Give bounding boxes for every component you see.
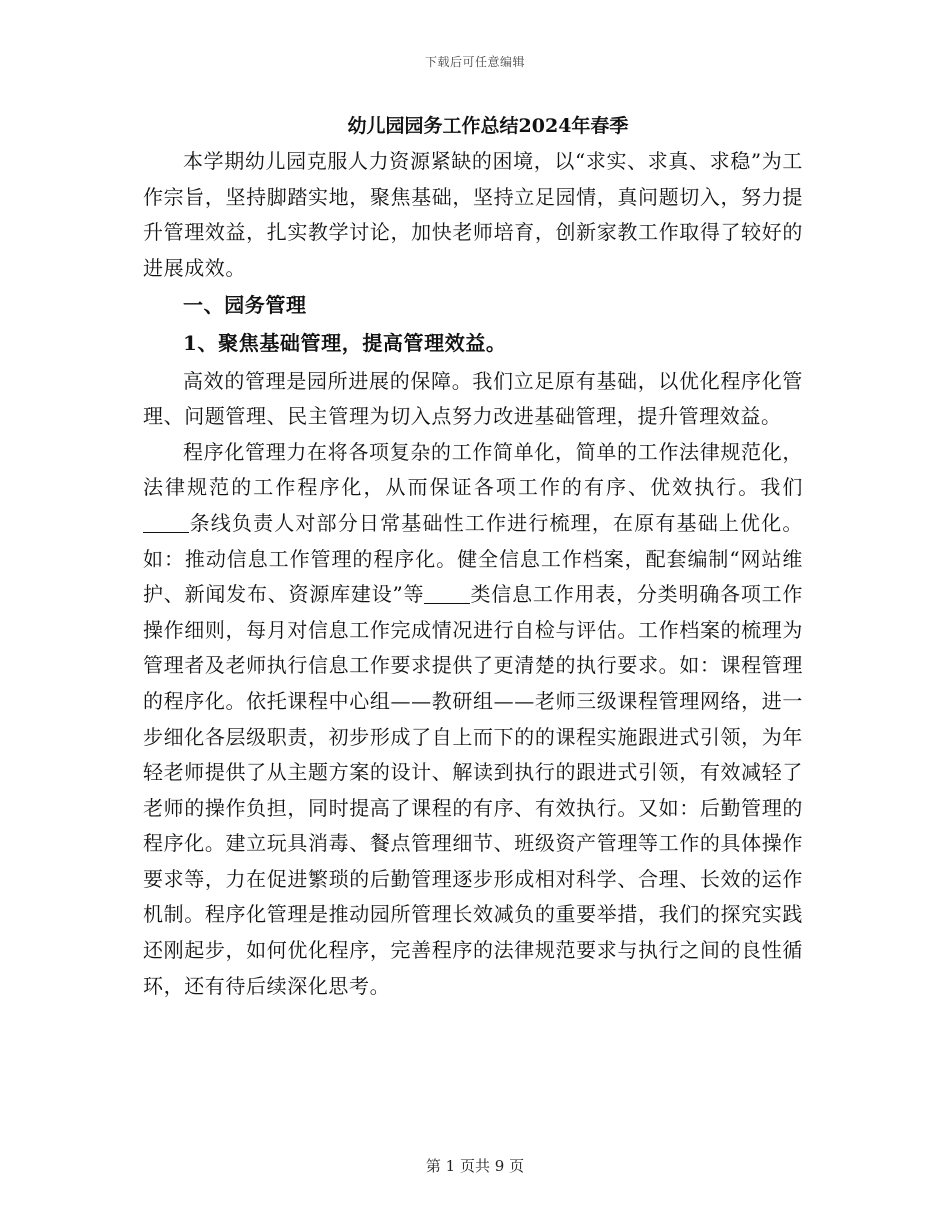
paragraph-text-part: 条线负责人对部分日常基础性工作进行梳理，在原有基础上优化。如：推动信息工作管理的程序化。健全信息工作档案，配套编制“网站维护、新闻发布、资源库建设”等 [143,510,803,607]
intro-paragraph: 本学期幼儿园克服人力资源紧缺的困境，以“求实、求真、求稳”为工作宗旨，坚持脚踏实地，聚焦基础，坚持立足园情，真问题切入，努力提升管理效益，扎实教学讨论，加快老师培育，创新家教工作取得了较好的进展成效。 [143,149,803,280]
fill-in-blank [143,512,189,533]
page-header: 下载后可任意编辑 [424,55,525,69]
subsection-heading: 1、聚焦基础管理，提高管理效益。 [183,330,507,355]
paragraph-text-part: 程序化管理力在将各项复杂的工作简单化，简单的工作法律规范化，法律规范的工作程序化，从而保证各项工作的有序、优效执行。我们 [143,439,803,500]
paragraph-text-part: 类信息工作用表，分类明确各项工作操作细则，每月对信息工作完成情况进行自检与评估。工作档案的梳理为管理者及老师执行信息工作要求提供了更清楚的执行要求。如：课程管理的程序化。依托课程中心组——教研组——老师三级课程管理网络，进一步细化各层级职责，初步形成了自上而下的的课程实施跟进式引领，为年轻老师提供了从主题方案的设计、解读到执行的跟进式引领，有效减轻了老师的操作负担，同时提高了课程的有序、有效执行。又如：后勤管理的程序化。建立玩具消毒、餐点管理细节、班级资产管理等工作的具体操作要求等，力在促进繁琐的后勤管理逐步形成相对科学、合理、长效的运作机制。程序化管理是推动园所管理长效减负的重要举措，我们的探究实践还刚起步，如何优化程序，完善程序的法律规范要求与执行之间的良性循环，还有待后续深化思考。 [143,582,804,998]
fill-in-blank [424,583,470,604]
document-body [143,110,803,1004]
paragraph-procedural-management [143,435,803,1005]
paragraph-management: 高效的管理是园所进展的保障。我们立足原有基础，以优化程序化管理、问题管理、民主管理为切入点努力改进基础管理，提升管理效益。 [143,368,803,429]
document-title: 幼儿园园务工作总结2024年春季 [347,115,629,137]
page-number: 第 1 页共 9 页 [425,1157,525,1175]
section-heading: 一、园务管理 [183,293,307,318]
